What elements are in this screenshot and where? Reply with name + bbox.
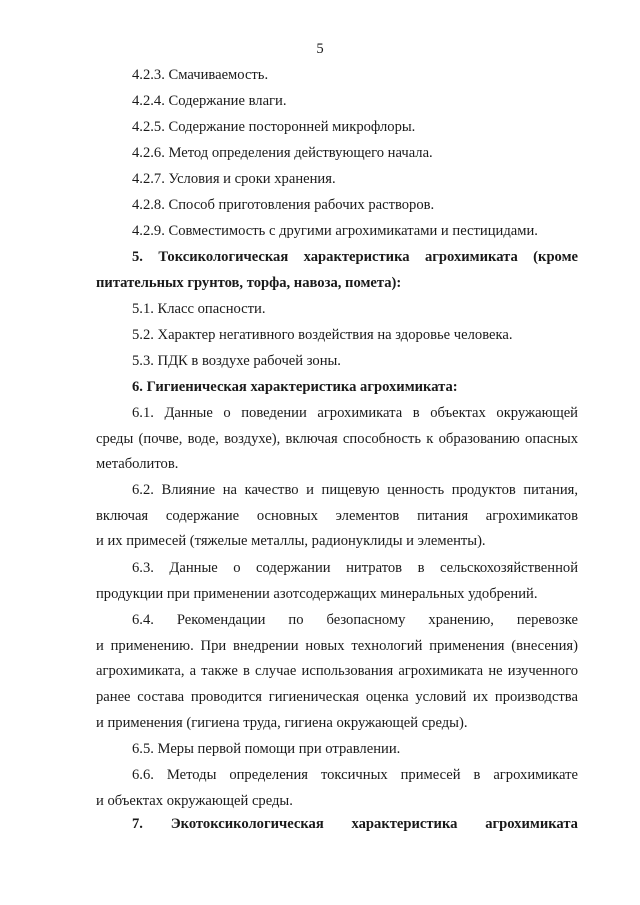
list-item-4-2-7: 4.2.7. Условия и сроки хранения. [132, 171, 336, 187]
section-7-word-2: характеристика [351, 816, 458, 832]
section-5-title: 5. Токсикологическая характеристика агрохимиката (кроме питательных грунтов, торфа, навоза, помета): [96, 249, 578, 291]
list-item-5-1: 5.1. Класс опасности. [132, 301, 266, 317]
paragraph-6-5: 6.5. Меры первой помощи при отравлении. [132, 741, 401, 757]
list-item-5-2: 5.2. Характер негативного воздействия на здоровье человека. [132, 327, 513, 343]
paragraph-6-2: 6.2. Влияние на качество и пищевую ценность продуктов питания, включая содержание основных элементов питания агрохимикатов и их примесей (тяжелые металлы, радионуклиды и элементы). [96, 482, 578, 550]
section-7-number: 7. [132, 816, 143, 832]
section-7-word-1: Экотоксикологическая [170, 816, 324, 832]
list-item-4-2-3: 4.2.3. Смачиваемость. [132, 67, 269, 83]
list-item-5-3: 5.3. ПДК в воздухе рабочей зоны. [132, 353, 341, 369]
section-7-title [96, 812, 578, 838]
list-item-4-2-9: 4.2.9. Совместимость с другими агрохимикатами и пестицидами. [132, 223, 538, 239]
list-item-4-2-4: 4.2.4. Содержание влаги. [132, 93, 287, 109]
list-item-4-2-6: 4.2.6. Метод определения действующего начала. [132, 145, 433, 161]
page-number: 5 [316, 41, 324, 57]
list-item-4-2-8: 4.2.8. Способ приготовления рабочих растворов. [132, 197, 435, 213]
section-7-word-3: агрохимиката [485, 816, 578, 832]
section-6-title: 6. Гигиеническая характеристика агрохимиката: [132, 379, 458, 395]
paragraph-6-6: 6.6. Методы определения токсичных примесей в агрохимикате и объектах окружающей среды. [96, 767, 578, 809]
list-item-4-2-5: 4.2.5. Содержание посторонней микрофлоры. [132, 119, 416, 135]
paragraph-6-1: 6.1. Данные о поведении агрохимиката в объектах окружающей среды (почве, воде, воздухе), включая способность к образованию опасных метаболитов. [96, 405, 578, 473]
paragraph-6-3: 6.3. Данные о содержании нитратов в сельскохозяйственной продукции при применении азотсодержащих минеральных удобрений. [96, 560, 578, 602]
paragraph-6-4: 6.4. Рекомендации по безопасному хранению, перевозке и применению. При внедрении новых технологий применения (внесения) агрохимиката, а также в случае использования агрохимиката не изученного ранее состава проводится гигиеническая оценка условий их производства и применения (гигиена труда, гигиена окружающей среды). [96, 612, 578, 731]
